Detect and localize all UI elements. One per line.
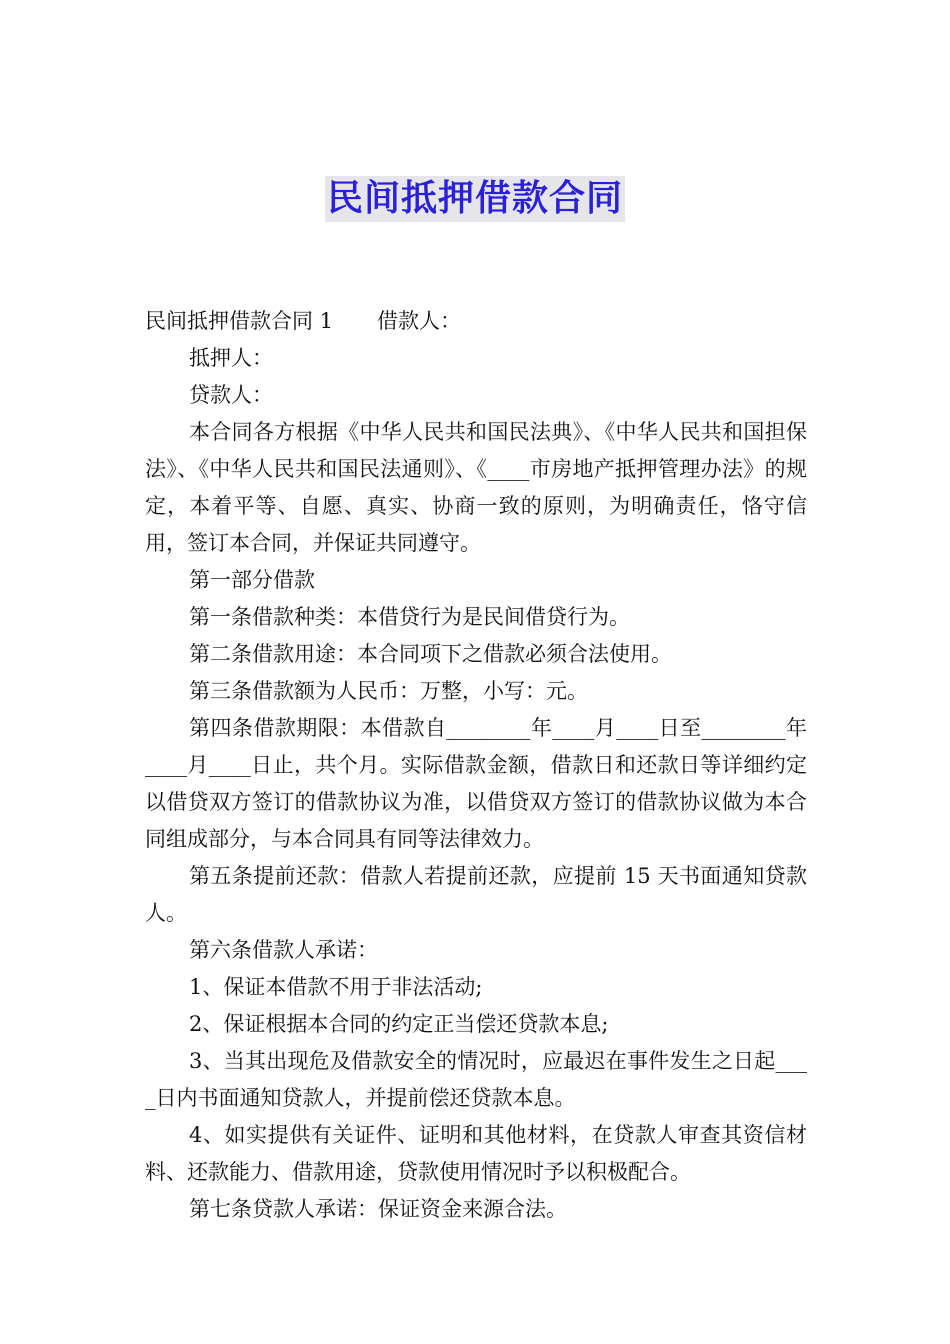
paragraph-part-one: 第一部分借款 <box>189 568 315 592</box>
title-container <box>0 176 950 222</box>
list-item-2: 2、保证根据本合同的约定正当偿还贷款本息; <box>189 1012 609 1036</box>
contract-number-label: 民间抵押借款合同 1 <box>145 309 334 333</box>
paragraph-mortgagor: 抵押人： <box>189 346 273 370</box>
paragraph-article-1: 第一条借款种类：本借贷行为是民间借贷行为。 <box>189 605 630 629</box>
list-item-1: 1、保证本借款不用于非法活动; <box>189 975 483 999</box>
paragraph-preamble: 本合同各方根据《中华人民共和国民法典》、《中华人民共和国担保法》、《中华人民共和国民法通则》、《____市房地产抵押管理办法》的规定，本着平等、自愿、真实、协商一致的原则，为明确责任，恪守信用，签订本合同，并保证共同遵守。 <box>145 420 807 555</box>
paragraph-article-5: 第五条提前还款：借款人若提前还款，应提前 15 天书面通知贷款人。 <box>145 864 807 925</box>
paragraph-article-7: 第七条贷款人承诺：保证资金来源合法。 <box>189 1197 567 1221</box>
borrower-label: 借款人： <box>377 309 462 333</box>
document-title: 民间抵押借款合同 <box>325 176 625 222</box>
paragraph-article-6: 第六条借款人承诺： <box>189 938 378 962</box>
paragraph-article-3: 第三条借款额为人民币：万整，小写：元。 <box>189 679 588 703</box>
document-body <box>145 303 807 1228</box>
list-item-4: 4、如实提供有关证件、证明和其他材料，在贷款人审查其资信材料、还款能力、借款用途，贷款使用情况时予以积极配合。 <box>145 1123 807 1184</box>
list-item-3: 3、当其出现危及借款安全的情况时，应最迟在事件发生之日起____日内书面通知贷款人，并提前偿还贷款本息。 <box>145 1049 807 1110</box>
paragraph-lender: 贷款人： <box>189 383 273 407</box>
paragraph-article-2: 第二条借款用途：本合同项下之借款必须合法使用。 <box>189 642 672 666</box>
paragraph-article-4: 第四条借款期限：本借款自________年____月____日至________年____月____日止，共个月。实际借款金额，借款日和还款日等详细约定以借贷双方签订的借款协议为准，以借贷双方签订的借款协议做为本合同组成部分，与本合同具有同等法律效力。 <box>145 716 807 851</box>
heading-line <box>145 303 807 340</box>
